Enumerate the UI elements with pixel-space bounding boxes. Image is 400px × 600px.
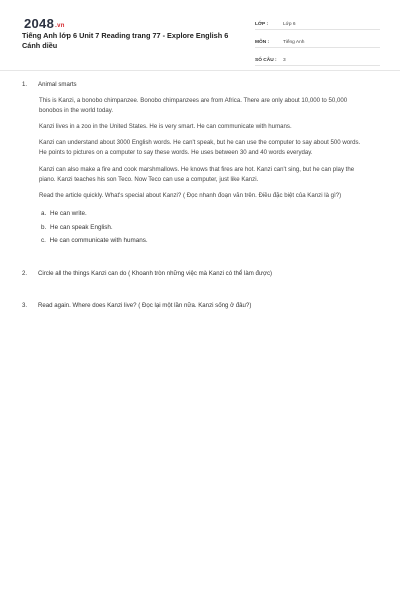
option-letter: a. xyxy=(41,210,47,218)
question-1-header xyxy=(22,80,380,90)
meta-value: 3 xyxy=(283,58,286,63)
option-letter: b. xyxy=(41,223,47,231)
question-title: Circle all the things Kanzi can do ( Khoanh tròn những việc mà Kanzi có thể làm được) xyxy=(38,270,273,278)
answer-option[interactable] xyxy=(41,223,380,232)
meta-row-class xyxy=(255,16,380,30)
option-text: He can write. xyxy=(50,210,87,218)
passage-paragraph: Kanzi can also make a fire and cook marshmallows. He knows that fires are hot. Kanzi can't sing, but he can play the piano. Kanzi teaches his son Teco. Now Teco can use a computer, just like Kanzi. xyxy=(39,165,355,183)
document-title: Tiếng Anh lớp 6 Unit 7 Reading trang 77 - Explore English 6 Cánh diều xyxy=(22,31,229,50)
meta-row-subject xyxy=(255,34,380,48)
answer-option[interactable] xyxy=(41,236,380,245)
passage-paragraph: Kanzi can understand about 3000 English words. He can't speak, but he can use the computer to say about 500 words. He points to pictures on a computer to say these words. He uses between 30 and 40 words everyday. xyxy=(39,139,361,157)
site-logo[interactable] xyxy=(24,16,65,31)
question-number: 2. xyxy=(22,270,28,278)
question-instruction: Read the article quickly. What's special about Kanzi? ( Đọc nhanh đoạn văn trên. Điều đặc biệt của Kanzi là gì?) xyxy=(39,191,342,199)
question-2 xyxy=(22,269,380,279)
question-title: Read again. Where does Kanzi live? ( Đọc lại một lần nữa. Kanzi sống ở đâu?) xyxy=(38,301,252,309)
answer-option[interactable] xyxy=(41,209,380,218)
meta-label: SỐ CÂU : xyxy=(255,58,277,63)
option-text: He can speak English. xyxy=(50,223,113,231)
option-letter: c. xyxy=(41,237,46,245)
meta-label: LỚP : xyxy=(255,22,269,27)
option-text: He can communicate with humans. xyxy=(49,237,148,245)
meta-row-question-count xyxy=(255,52,380,66)
passage-paragraph: This is Kanzi, a bonobo chimpanzee. Bonobo chimpanzees are from Africa. There are only about 10,000 to 50,000 bonobos in the world today. xyxy=(39,96,348,114)
question-title: Animal smarts xyxy=(38,81,77,88)
answer-options xyxy=(41,209,380,245)
passage-paragraph: Kanzi lives in a zoo in the United States. He is very smart. He can communicate with humans. xyxy=(39,122,292,130)
question-3 xyxy=(22,301,380,311)
meta-value: Tiếng Anh xyxy=(283,40,305,45)
question-number: 1. xyxy=(22,81,28,88)
document-content xyxy=(22,80,380,310)
logo-suffix: .vn xyxy=(55,23,65,29)
document-header xyxy=(0,0,400,71)
question-number: 3. xyxy=(22,301,28,309)
meta-info xyxy=(255,16,380,70)
meta-value: Lớp 6 xyxy=(283,22,296,27)
logo-text: 2048 xyxy=(24,16,55,31)
meta-label: MÔN : xyxy=(255,40,270,45)
